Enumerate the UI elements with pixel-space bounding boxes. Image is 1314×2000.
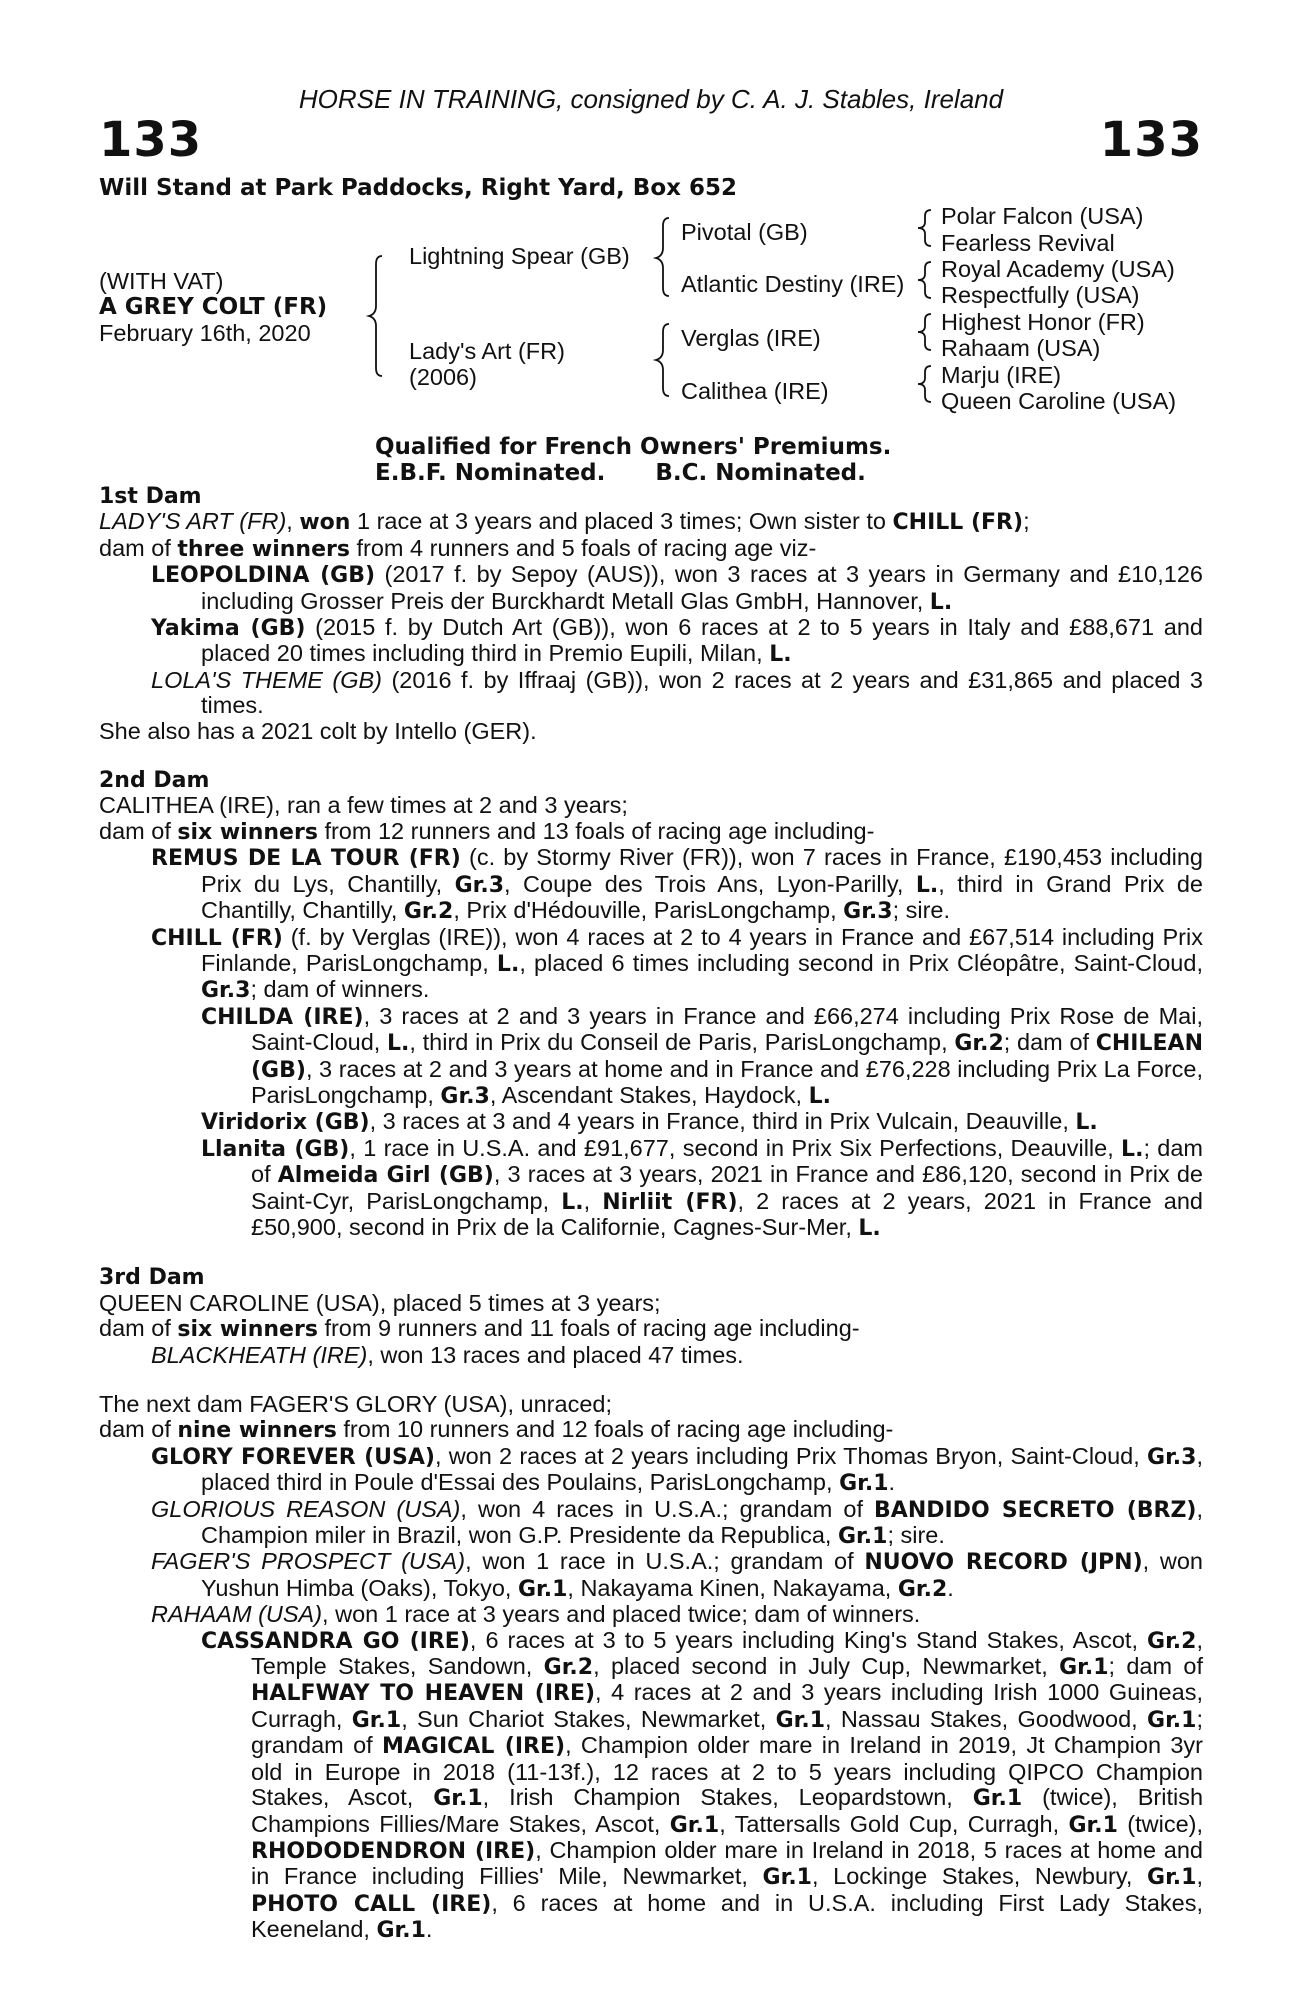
- sire: Lightning Spear (GB): [409, 243, 630, 269]
- lot-number-right: 133: [1099, 112, 1203, 168]
- first-dam-heading: 1st Dam: [99, 484, 202, 509]
- pedigree-g3-5: Highest Honor (FR): [941, 309, 1145, 335]
- second-dam-produce-line: dam of six winners from 12 runners and 13 foals of racing age including-: [99, 817, 875, 845]
- produce-remus: REMUS DE LA TOUR (FR) (c. by Stormy River (FR)), won 7 races in France, £190,453 including Prix du Lys, Chantilly, Gr.3, Coupe des Trois Ans, Lyon-Parilly, L., third in Grand Prix de Chantilly, Chantilly, Gr.2, Prix d'Hédouville, ParisLongchamp, Gr.3; sire.: [151, 844, 1204, 925]
- pedigree-table: [99, 200, 1219, 432]
- dam: Lady's Art (FR): [409, 338, 565, 364]
- foaling-date: February 16th, 2020: [99, 320, 311, 346]
- produce-fagers-prospect: FAGER'S PROSPECT (USA), won 1 race in U.S.A.; grandam of NUOVO RECORD (JPN), won Yushun Himba (Oaks), Tokyo, Gr.1, Nakayama Kinen, Nakayama, Gr.2.: [151, 1548, 1204, 1602]
- lot-number-left: 133: [99, 112, 203, 168]
- horse-name: A GREY COLT (FR): [99, 294, 328, 320]
- pedigree-g3-1: Polar Falcon (USA): [941, 203, 1144, 229]
- vat-note: (WITH VAT): [99, 268, 224, 294]
- produce-rahaam: RAHAAM (USA), won 1 race at 3 years and placed twice; dam of winners.: [151, 1601, 921, 1628]
- nominations: [375, 434, 891, 486]
- produce-viridorix: Viridorix (GB), 3 races at 3 and 4 years in France, third in Prix Vulcain, Deauville, L.: [201, 1108, 1098, 1136]
- pedigree-g3-6: Rahaam (USA): [941, 335, 1101, 361]
- dam-of-sire: Atlantic Destiny (IRE): [681, 271, 905, 297]
- produce-glorious-reason: GLORIOUS REASON (USA), won 4 races in U.S.A.; grandam of BANDIDO SECRETO (BRZ), Champion miler in Brazil, won G.P. Presidente da Republica, Gr.1; sire.: [151, 1495, 1204, 1550]
- sire-of-sire: Pivotal (GB): [681, 219, 808, 245]
- pedigree-g3-2: Fearless Revival: [941, 230, 1115, 256]
- sire-of-dam: Verglas (IRE): [681, 325, 821, 351]
- pedigree-g3-4: Respectfully (USA): [941, 282, 1140, 308]
- third-dam-produce-line: dam of six winners from 9 runners and 11 foals of racing age including-: [99, 1315, 860, 1343]
- next-dam-line: The next dam FAGER'S GLORY (USA), unraced;: [99, 1391, 612, 1417]
- produce-cassandra-go: CASSANDRA GO (IRE), 6 races at 3 to 5 years including King's Stand Stakes, Ascot, Gr.2, Temple Stakes, Sandown, Gr.2, placed second in July Cup, Newmarket, Gr.1; dam of HALFWAY TO HEAVEN (IRE), 4 races at 2 and 3 years including Irish 1000 Guineas, Curragh, Gr.1, Sun Chariot Stakes, Newmarket, Gr.1, Nassau Stakes, Goodwood, Gr.1; grandam of MAGICAL (IRE), Champion older mare in Ireland in 2019, Jt Champion 3yr old in Europe in 2018 (11-13f.), 12 races at 2 to 5 years including QIPCO Champion Stakes, Ascot, Gr.1, Irish Champion Stakes, Leopardstown, Gr.1 (twice), British Champions Fillies/Mare Stakes, Ascot, Gr.1, Tattersalls Gold Cup, Curragh, Gr.1 (twice), RHODODENDRON (IRE), Champion older mare in Ireland in 2018, 5 races at home and in France including Fillies' Mile, Newmarket, Gr.1, Lockinge Stakes, Newbury, Gr.1, PHOTO CALL (IRE), 6 races at home and in U.S.A. including First Lady Stakes, Keeneland, Gr.1.: [201, 1626, 1204, 1944]
- produce-glory-forever: GLORY FOREVER (USA), won 2 races at 2 years including Prix Thomas Bryon, Saint-Cloud, Gr.3, placed third in Poule d'Essai des Poulains, ParisLongchamp, Gr.1.: [151, 1442, 1203, 1497]
- ebf-note: E.B.F. Nominated.: [375, 460, 606, 486]
- third-dam-line: QUEEN CAROLINE (USA), placed 5 times at 3 years;: [99, 1289, 661, 1316]
- also-note: She also has a 2021 colt by Intello (GER).: [99, 717, 537, 744]
- dam-year: (2006): [409, 364, 477, 390]
- stable-location: Will Stand at Park Paddocks, Right Yard, Box 652: [99, 175, 737, 201]
- produce-llanita: Llanita (GB), 1 race in U.S.A. and £91,677, second in Prix Six Perfections, Deauville, L.; dam of Almeida Girl (GB), 3 races at 3 years, 2021 in France and £86,120, second in Prix de Saint-Cyr, ParisLongchamp, L., Nirliit (FR), 2 races at 2 years, 2021 in France and £50,900, second in Prix de la Californie, Cagnes-Sur-Mer, L.: [201, 1134, 1204, 1241]
- pedigree-g3-3: Royal Academy (USA): [941, 256, 1175, 282]
- french-premiums-note: Qualified for French Owners' Premiums.: [375, 434, 892, 460]
- second-dam-line: CALITHEA (IRE), ran a few times at 2 and 3 years;: [99, 792, 628, 819]
- second-dam-heading: 2nd Dam: [99, 768, 210, 794]
- dam-of-dam: Calithea (IRE): [681, 378, 829, 404]
- produce-yakima: Yakima (GB) (2015 f. by Dutch Art (GB)), won 6 races at 2 to 5 years in Italy and £88,671 and placed 20 times including third in Premio Eupili, Milan, L.: [151, 614, 1203, 668]
- third-dam-heading: 3rd Dam: [99, 1265, 205, 1291]
- produce-blackheath: BLACKHEATH (IRE), won 13 races and placed 47 times.: [151, 1341, 744, 1368]
- produce-chill: CHILL (FR) (f. by Verglas (IRE)), won 4 races at 2 to 4 years in France and £67,514 including Prix Finlande, ParisLongchamp, L., placed 6 times including second in Prix Cléopâtre, Saint-Cloud, Gr.3; dam of winners.: [151, 923, 1203, 1004]
- bc-note: B.C. Nominated.: [655, 460, 866, 486]
- next-dam-produce-line: dam of nine winners from 10 runners and 12 foals of racing age including-: [99, 1416, 894, 1444]
- catalogue-text: [99, 484, 1203, 1944]
- produce-leopoldina: LEOPOLDINA (GB) (2017 f. by Sepoy (AUS)), won 3 races at 3 years in Germany and £10,126 including Grosser Preis der Burckhardt Metall Glas GmbH, Hannover, L.: [151, 561, 1203, 615]
- produce-lolas-theme: LOLA'S THEME (GB) (2016 f. by Iffraaj (GB)), won 2 races at 2 years and £31,865 and placed 3 times.: [151, 666, 1203, 719]
- pedigree-g3-7: Marju (IRE): [941, 362, 1062, 388]
- pedigree-g3-8: Queen Caroline (USA): [941, 388, 1177, 414]
- produce-childa: CHILDA (IRE), 3 races at 2 and 3 years in France and £66,274 including Prix Rose de Mai, Saint-Cloud, L., third in Prix du Conseil de Paris, ParisLongchamp, Gr.2; dam of CHILEAN (GB), 3 races at 2 and 3 years at home and in France and £76,228 including Prix La Force, ParisLongchamp, Gr.3, Ascendant Stakes, Haydock, L.: [201, 1002, 1203, 1109]
- first-dam-line: LADY'S ART (FR), won 1 race at 3 years and placed 3 times; Own sister to CHILL (FR);: [99, 508, 1030, 536]
- consignor-subtitle: HORSE IN TRAINING, consigned by C. A. J. Stables, Ireland: [298, 84, 1004, 114]
- first-dam-produce-line: dam of three winners from 4 runners and 5 foals of racing age viz-: [99, 534, 817, 562]
